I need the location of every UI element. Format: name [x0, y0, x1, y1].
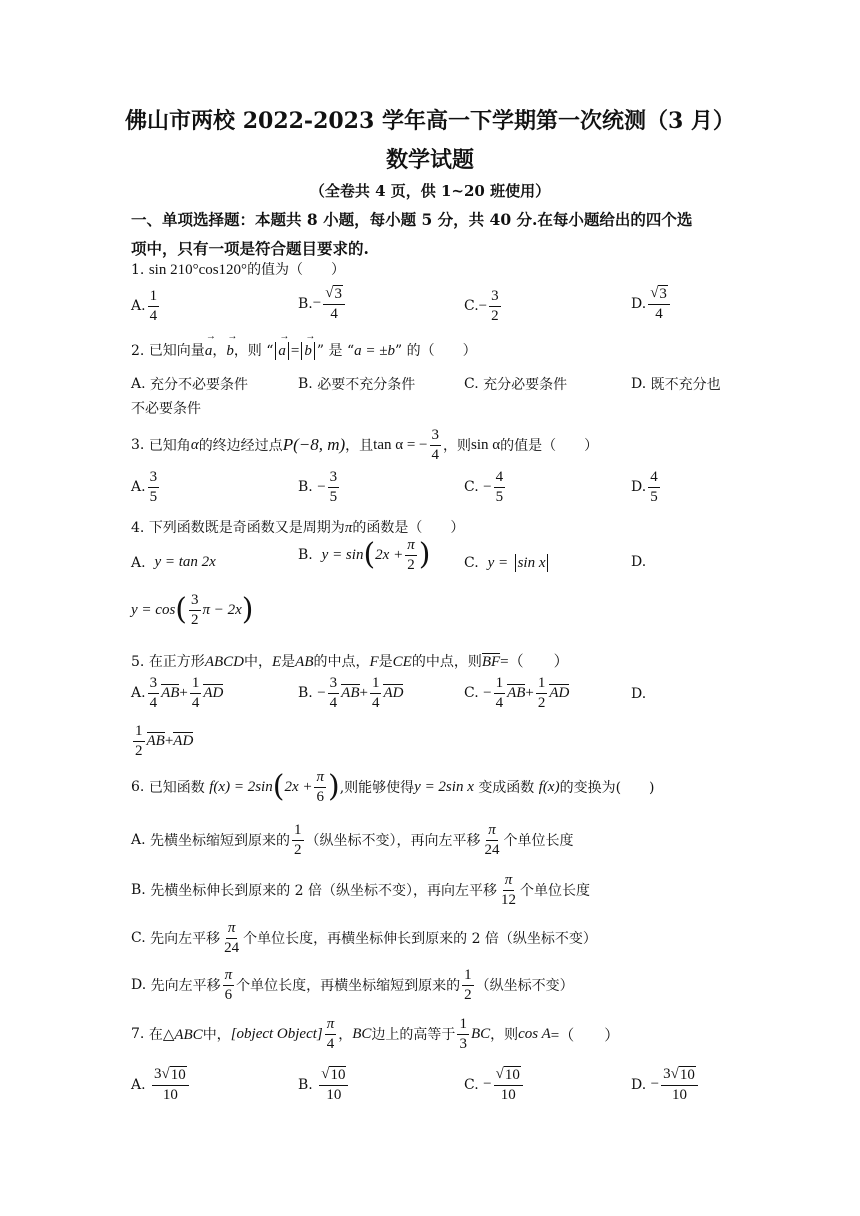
fraction: √ 3 4	[648, 285, 670, 322]
section-heading-line2: 项中，只有一项是符合题目要求的.	[131, 239, 369, 258]
exam-note: （全卷共 4 页，供 1~20 班使用）	[309, 182, 551, 200]
q4-option-d: y = cos ( $\frac{3}{2}$ π − 2x )	[131, 592, 254, 628]
question-4: 4. 下列函数既是奇函数又是周期为π的函数是（ ）	[131, 520, 465, 536]
question-5: 5. 在正方形ABCD中，E是AB的中点，F是CE的中点，则BF=（ ）	[131, 654, 569, 670]
q6-option-d: D. 先向左平移 $\frac{\pi}{6}$ 个单位长度，再横坐标缩短到原来的 $\frac{1}{2}$ （纵坐标不变）	[131, 967, 574, 1003]
q7-option-d: D. − 3 √ 10 10	[631, 1066, 700, 1103]
fraction: $\frac{1}{4}$	[149, 288, 158, 324]
q1-option-a: A. $\frac{1}{4}$	[131, 288, 158, 324]
q5-option-d-label: D.	[631, 686, 647, 702]
fraction: $\frac{3}{2}$	[491, 288, 499, 324]
q5-option-a: A. $\frac{3}{4}$ AB + $\frac{1}{4}$ AD	[131, 675, 224, 711]
q4-option-a: A. y = tan 2x	[131, 554, 216, 571]
q7-option-b: B. √ 10 10	[298, 1066, 350, 1103]
q1-option-b: B. − √ 3 4	[298, 285, 347, 322]
q3-option-b: B. − $\frac{3}{5}$	[298, 469, 338, 505]
q1-option-d: D. √ 3 4	[631, 285, 672, 322]
q7-option-c: C. − √ 10 10	[464, 1066, 525, 1103]
question-text: 的值为（ ）	[247, 262, 346, 278]
q2-option-a: A. 充分不必要条件	[131, 376, 249, 393]
question-2: 2. 已知向量a →，b →，则 “ a → = b → ” 是 “a = ±b” 的（ ）	[131, 340, 477, 360]
q2-option-d-continued: 不必要条件	[131, 401, 201, 417]
fraction: √ 3 4	[323, 285, 345, 322]
q5-option-c: C. − $\frac{1}{4}$ AB + $\frac{1}{2}$ AD	[464, 675, 570, 711]
q1-option-c: C. − $\frac{3}{2}$	[464, 288, 499, 324]
q4-option-c: C. y = sin x	[464, 554, 550, 572]
q3-option-d: D. $\frac{4}{5}$	[631, 469, 658, 505]
section-heading-line1: 一、单项选择题：本题共 8 小题，每小题 5 分，共 40 分.在每小题给出的四个选	[131, 210, 693, 229]
q2-option-c: C. 充分必要条件	[464, 376, 568, 393]
q7-option-a: A. 3 √ 10 10	[131, 1066, 191, 1103]
q2-option-d: D. 既不充分也	[631, 376, 721, 393]
q4-option-b: B. y = sin ( 2x + $\frac{\pi}{2}$ )	[298, 537, 431, 573]
question-number: 1.	[131, 262, 145, 278]
q6-option-c: C. 先向左平移 $\frac{\pi}{24}$ 个单位长度，再横坐标伸长到原来的 2 倍（纵坐标不变）	[131, 920, 597, 956]
q4-option-d-label: D.	[631, 554, 647, 570]
q6-option-b: B. 先横坐标伸长到原来的 2 倍（纵坐标不变），再向左平移 $\frac{\pi}{12}$ 个单位长度	[131, 872, 591, 908]
exam-title: 佛山市两校 2022-2023 学年高一下学期第一次统测（3 月）	[125, 108, 735, 134]
q5-option-b: B. − $\frac{3}{4}$ AB + $\frac{1}{4}$ AD	[298, 675, 404, 711]
question-7: 7. 在 △ABC 中， [object Object] $\frac{\pi}{4}$ ， BC 边上的高等于 $\frac{1}{3}$ BC ，则 cos A =（ ）	[131, 1016, 620, 1052]
question-3: 3. 已知角 α 的终边经过点 P(−8, m) ，且 tan α = − $\frac{3}{4}$ ，则 sin α 的值是（ ）	[131, 427, 599, 463]
q3-option-a: A. $\frac{3}{5}$	[131, 469, 158, 505]
exam-subject: 数学试题	[385, 147, 474, 173]
q5-option-d: $\frac{1}{2}$ AB + AD	[135, 723, 194, 759]
q3-option-c: C. − $\frac{4}{5}$	[464, 469, 504, 505]
q6-option-a: A. 先横坐标缩短到原来的 $\frac{1}{2}$ （纵坐标不变），再向左平移 $\frac{\pi}{24}$ 个单位长度	[131, 822, 574, 858]
question-6: 6. 已知函数 f(x) = 2sin ( 2x + $\frac{\pi}{6}$ ) ,则能够使得 y = 2sin x 变成函数 f(x) 的变换为( )	[131, 769, 655, 805]
q2-option-b: B. 必要不充分条件	[298, 376, 416, 393]
question-1	[131, 259, 345, 279]
question-expression: sin 210°cos120°	[148, 262, 248, 278]
